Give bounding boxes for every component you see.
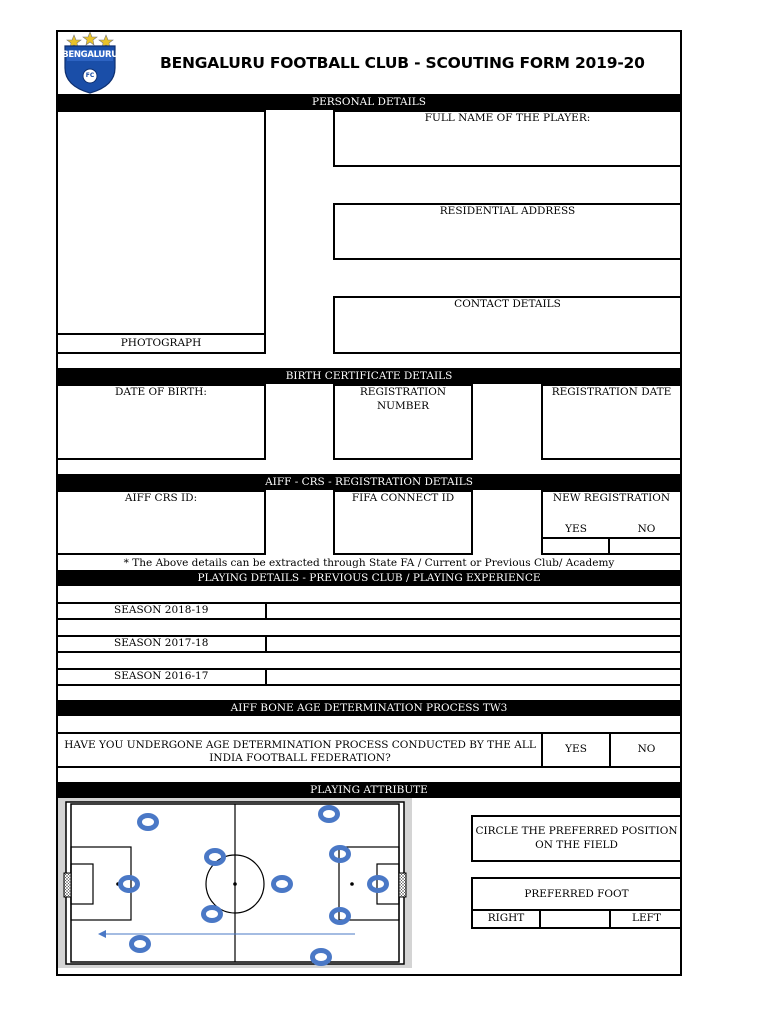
logo-text: BENGALURU [62,50,118,60]
new-registration-label: NEW REGISTRATION [552,492,671,504]
position-marker[interactable] [367,875,389,893]
dob-label: DATE OF BIRTH: [115,386,207,398]
new-reg-yes-label: YES [565,523,587,535]
preferred-position-label-1: CIRCLE THE PREFERRED POSITION [475,825,678,837]
position-marker[interactable] [137,813,159,831]
new-reg-no-checkbox[interactable] [612,539,680,554]
fifa-id-label: FIFA CONNECT ID [351,492,455,504]
section-bar-playing-attribute: PLAYING ATTRIBUTE [57,782,681,798]
preferred-foot-label: PREFERRED FOOT [524,888,629,900]
bone-age-question-2: INDIA FOOTBALL FEDERATION? [209,752,391,764]
season-1-field[interactable] [267,604,680,618]
section-bar-personal: PERSONAL DETAILS [57,94,681,110]
address-label: RESIDENTIAL ADDRESS [439,205,576,217]
reg-number-label-1: REGISTRATION [359,386,447,398]
full-name-label: FULL NAME OF THE PLAYER: [424,112,591,124]
position-marker[interactable] [204,848,226,866]
section-bar-bone-age: AIFF BONE AGE DETERMINATION PROCESS TW3 [57,700,681,716]
section-bar-birth: BIRTH CERTIFICATE DETAILS [57,368,681,384]
section-bar-playing: PLAYING DETAILS - PREVIOUS CLUB / PLAYING EXPERIENCE [57,570,681,586]
position-marker[interactable] [329,845,351,863]
foot-left-label: LEFT [632,912,661,924]
position-marker[interactable] [329,907,351,925]
season-2-label: SEASON 2017-18 [114,637,209,649]
position-marker[interactable] [318,805,340,823]
reg-date-label: REGISTRATION DATE [551,386,672,398]
section-bar-aiff: AIFF - CRS - REGISTRATION DETAILS [57,474,681,490]
position-marker[interactable] [310,948,332,966]
photograph-box[interactable] [56,110,266,354]
aiff-note: * The Above details can be extracted through State FA / Current or Previous Club/ Academy [123,557,615,569]
new-reg-yes-checkbox[interactable] [542,539,610,554]
position-marker[interactable] [118,875,140,893]
position-marker[interactable] [129,935,151,953]
season-3-field[interactable] [267,670,680,684]
preferred-position-label-2: ON THE FIELD [535,839,618,851]
football-field[interactable] [58,798,412,968]
foot-right-label: RIGHT [487,912,525,924]
position-marker[interactable] [201,905,223,923]
bone-age-question-1: HAVE YOU UNDERGONE AGE DETERMINATION PROCESS CONDUCTED BY THE ALL [64,739,536,751]
logo-sub-text: FC [85,72,95,79]
bone-age-yes-label: YES [565,743,587,755]
bone-age-no-label: NO [637,743,656,755]
contact-label: CONTACT DETAILS [454,298,561,310]
crs-id-label: AIFF CRS ID: [124,492,198,504]
photo-divider [56,333,266,335]
foot-middle-option[interactable] [541,909,611,929]
position-marker[interactable] [271,875,293,893]
photograph-label: PHOTOGRAPH [120,337,202,349]
season-3-label: SEASON 2016-17 [114,670,209,682]
new-reg-no-label: NO [637,523,656,535]
season-1-label: SEASON 2018-19 [114,604,209,616]
reg-number-label-2: NUMBER [376,400,430,412]
season-2-field[interactable] [267,637,680,651]
form-title: BENGALURU FOOTBALL CLUB - SCOUTING FORM 2019-20 [160,54,645,72]
